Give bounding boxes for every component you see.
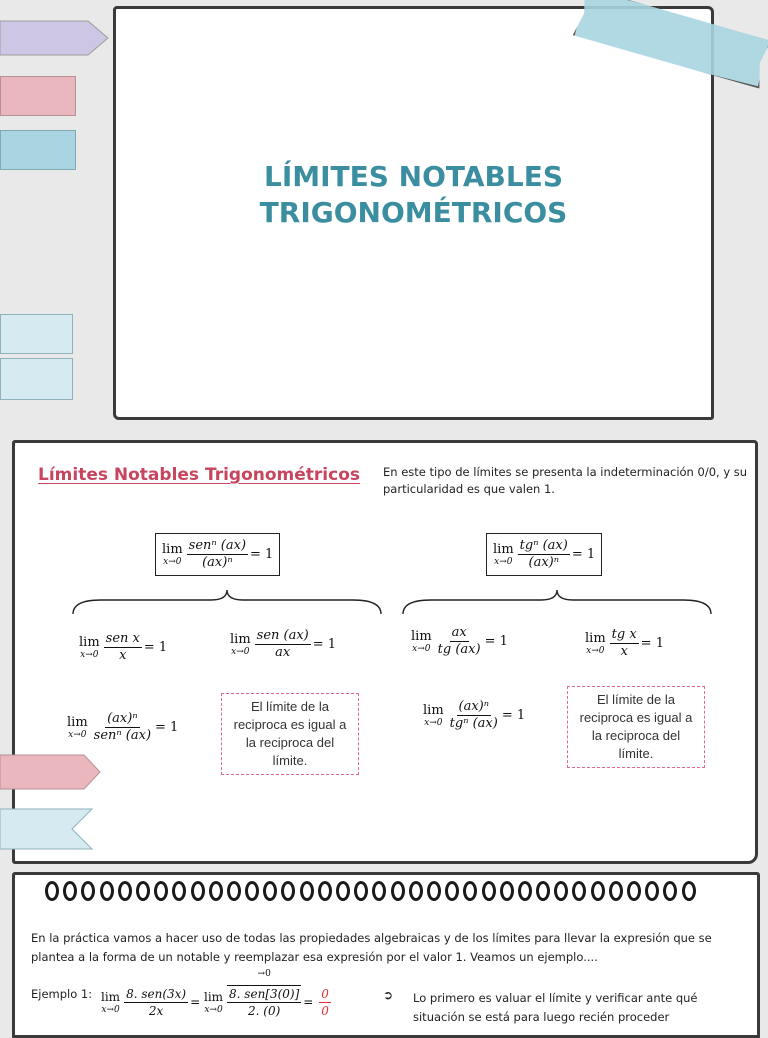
bullet-text: Lo primero es valuar el límite y verificar ante qué situación se está para luego recién proceder bbox=[413, 991, 698, 1024]
title-card bbox=[113, 6, 714, 420]
spiral-ring bbox=[591, 881, 605, 901]
sen-general-formula: lim x→0 $\frac{\text{senⁿ (ax)}}{\text{(ax)ⁿ}}$ = 1 bbox=[155, 533, 280, 576]
spiral-ring bbox=[172, 881, 186, 901]
left-brace bbox=[71, 588, 383, 618]
note-right: El límite de la reciproca es igual a la reciproca del límite. bbox=[567, 686, 705, 768]
spiral-ring bbox=[245, 881, 259, 901]
light-blue-tab-2 bbox=[0, 358, 73, 400]
sen-ax-limit: lim x→0 $\frac{\text{sen (ax)}}{ax}$ = 1 bbox=[230, 628, 337, 660]
spiral-ring bbox=[627, 881, 641, 901]
spiral-ring bbox=[445, 881, 459, 901]
spiral-ring bbox=[45, 881, 59, 901]
teal-tab bbox=[0, 130, 76, 170]
spiral-ring bbox=[500, 881, 514, 901]
spiral-ring bbox=[572, 881, 586, 901]
page-title bbox=[116, 159, 711, 231]
spiral-ring bbox=[463, 881, 477, 901]
tg-x-limit: lim x→0 $\frac{\text{tg x}}{x}$ = 1 bbox=[585, 627, 664, 659]
example-paragraph: En la práctica vamos a hacer uso de todas las propiedades algebraicas y de los límites para llevar la expresión que se plantea a la forma de un notable y reemplazar esa expresión por el valor 1. Veamos un ejemplo.... bbox=[31, 931, 712, 964]
spiral-ring bbox=[682, 881, 696, 901]
spiral-ring bbox=[427, 881, 441, 901]
spiral-ring bbox=[663, 881, 677, 901]
spiral-ring bbox=[554, 881, 568, 901]
light-blue-tab bbox=[0, 314, 73, 354]
result-fraction: $\frac{0}{0}$ bbox=[321, 986, 329, 1018]
sen-x-limit: lim x→0 $\frac{\text{sen x}}{x}$ = 1 bbox=[79, 631, 168, 663]
title-line-2: TRIGONOMÉTRICOS bbox=[259, 196, 568, 229]
ribbon-tab bbox=[0, 806, 96, 852]
pink-tab bbox=[0, 76, 76, 116]
spiral-rings bbox=[45, 881, 700, 905]
lim-operator: lim x→0 bbox=[162, 542, 183, 567]
lim-operator: lim x→0 bbox=[493, 542, 514, 567]
fraction: $\frac{\text{tgⁿ (ax)}}{\text{(ax)ⁿ}}$ bbox=[519, 538, 568, 570]
recip-tg-limit: lim x→0 $\frac{\text{(ax)ⁿ}}{\text{tgⁿ (ax)}}$ = 1 bbox=[423, 699, 526, 731]
recip-sen-limit: lim x→0 $\frac{\text{(ax)ⁿ}}{\text{senⁿ (ax)}}$ = 1 bbox=[67, 711, 179, 743]
spiral-ring bbox=[318, 881, 332, 901]
spiral-ring bbox=[81, 881, 95, 901]
spiral-ring bbox=[536, 881, 550, 901]
spiral-ring bbox=[645, 881, 659, 901]
spiral-ring bbox=[482, 881, 496, 901]
spiral-ring bbox=[354, 881, 368, 901]
fraction: $\frac{\text{senⁿ (ax)}}{\text{(ax)ⁿ}}$ bbox=[188, 538, 247, 570]
title-line-1: LÍMITES NOTABLES bbox=[264, 160, 563, 193]
spiral-ring bbox=[100, 881, 114, 901]
spiral-ring bbox=[118, 881, 132, 901]
spiral-ring bbox=[263, 881, 277, 901]
section-heading: Límites Notables Trigonométricos bbox=[38, 465, 360, 485]
spiral-ring bbox=[154, 881, 168, 901]
spiral-ring bbox=[136, 881, 150, 901]
spiral-ring bbox=[63, 881, 77, 901]
spiral-ring bbox=[609, 881, 623, 901]
spiral-ring bbox=[191, 881, 205, 901]
spiral-ring bbox=[409, 881, 423, 901]
example-card bbox=[12, 872, 760, 1038]
spiral-ring bbox=[300, 881, 314, 901]
pink-arrow-tab bbox=[0, 752, 104, 792]
lavender-tab bbox=[0, 18, 112, 58]
note-left: El límite de la reciproca es igual a la reciproca del límite. bbox=[221, 693, 359, 775]
arrow-over: →0 bbox=[257, 969, 271, 979]
spiral-ring bbox=[281, 881, 295, 901]
ax-tg-limit: lim x→0 $\frac{ax}{tg (ax)}$ = 1 bbox=[411, 625, 508, 657]
spiral-ring bbox=[372, 881, 386, 901]
right-brace bbox=[401, 588, 713, 618]
spiral-ring bbox=[391, 881, 405, 901]
intro-text: En este tipo de límites se presenta la indeterminación 0/0, y su particularidad es que valen 1. bbox=[383, 465, 748, 496]
spiral-ring bbox=[227, 881, 241, 901]
example-expression: lim x→0 $\frac{\text{8. sen(3x)}}{2x}$ = lim x→0 →0 8. sen[3(0)] 2. (0) = $\frac{0}{0}$ bbox=[101, 969, 329, 1018]
spiral-ring bbox=[336, 881, 350, 901]
example-label: Ejemplo 1: bbox=[31, 987, 93, 1001]
arrow-bullet-icon: ➲ bbox=[383, 988, 394, 1002]
spiral-ring bbox=[518, 881, 532, 901]
tg-general-formula: lim x→0 $\frac{\text{tgⁿ (ax)}}{\text{(ax)ⁿ}}$ = 1 bbox=[486, 533, 602, 576]
limits-card bbox=[12, 440, 758, 864]
spiral-ring bbox=[209, 881, 223, 901]
